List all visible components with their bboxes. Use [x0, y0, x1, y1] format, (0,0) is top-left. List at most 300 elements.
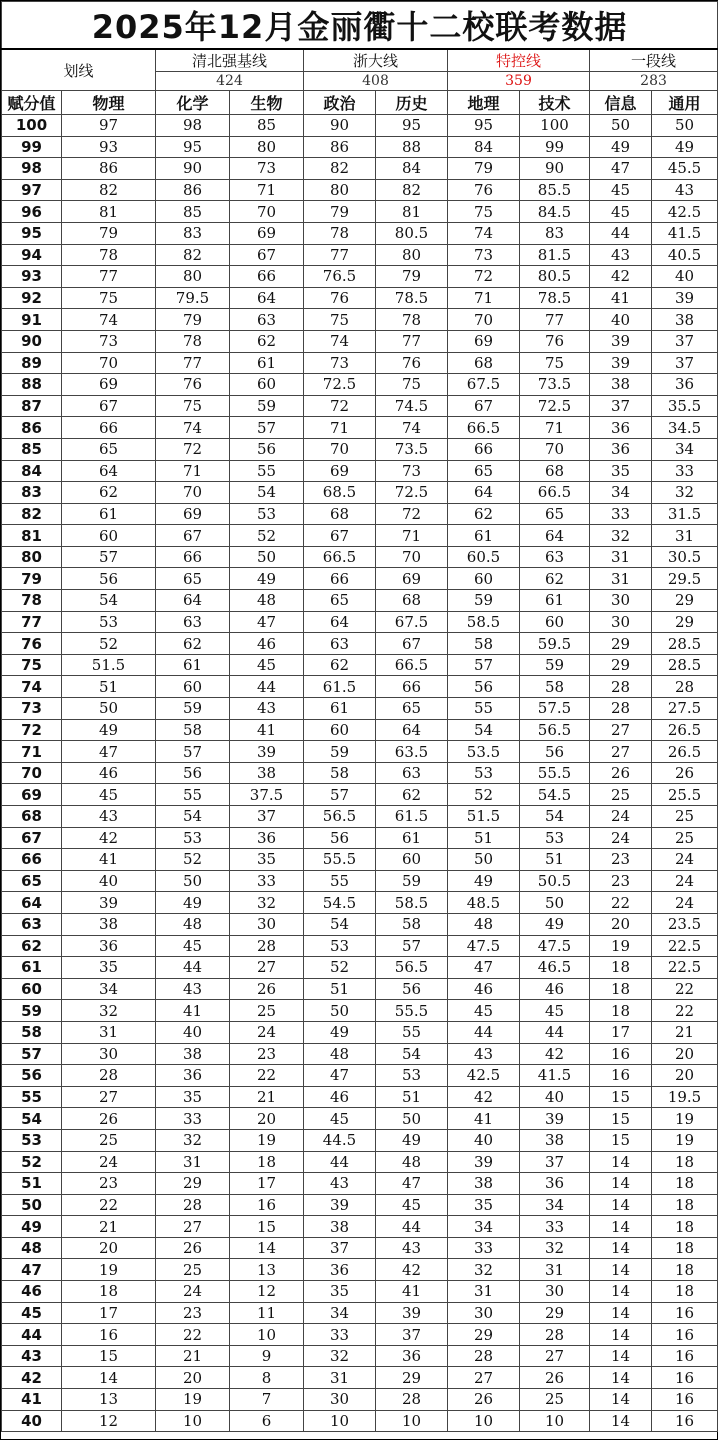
table-cell: 60.5: [448, 546, 520, 568]
table-cell: 79: [62, 222, 156, 244]
table-cell: 60: [304, 719, 376, 741]
table-row: [2, 482, 718, 504]
table-row: [2, 136, 718, 158]
table-cell: 24: [652, 849, 718, 871]
table-cell: 44: [156, 957, 230, 979]
table-row: [2, 849, 718, 871]
table-cell: 81: [62, 201, 156, 223]
table-cell: 35: [230, 849, 304, 871]
table-cell: 60: [376, 849, 448, 871]
table-cell: 79.5: [156, 287, 230, 309]
table-row: [2, 1410, 718, 1432]
table-row: [2, 978, 718, 1000]
table-cell: 77: [520, 309, 590, 331]
table-row: [2, 676, 718, 698]
score-level-cell: 55: [2, 1086, 62, 1108]
table-cell: 53: [448, 762, 520, 784]
score-level-cell: 88: [2, 374, 62, 396]
table-cell: 67: [230, 244, 304, 266]
table-cell: 21: [156, 1345, 230, 1367]
table-cell: 45: [520, 1000, 590, 1022]
table-cell: 59: [156, 698, 230, 720]
table-cell: 49: [230, 568, 304, 590]
table-cell: 78: [376, 309, 448, 331]
table-cell: 22: [156, 1324, 230, 1346]
table-cell: 10: [304, 1410, 376, 1432]
table-cell: 70: [304, 438, 376, 460]
table-cell: 44: [376, 1216, 448, 1238]
table-cell: 38: [304, 1216, 376, 1238]
table-cell: 54: [304, 913, 376, 935]
table-cell: 81.5: [520, 244, 590, 266]
table-cell: 49: [62, 719, 156, 741]
table-cell: 14: [590, 1389, 652, 1411]
score-level-cell: 84: [2, 460, 62, 482]
table-cell: 18: [652, 1194, 718, 1216]
table-row: [2, 870, 718, 892]
table-cell: 27: [590, 719, 652, 741]
table-cell: 32: [652, 482, 718, 504]
table-cell: 73: [376, 460, 448, 482]
table-cell: 47: [230, 611, 304, 633]
table-cell: 48: [156, 913, 230, 935]
table-cell: 17: [590, 1021, 652, 1043]
column-header: 信息: [590, 91, 652, 115]
table-cell: 66: [156, 546, 230, 568]
table-cell: 45: [230, 654, 304, 676]
table-cell: 65: [376, 698, 448, 720]
score-table: [1, 1, 718, 1432]
table-cell: 14: [230, 1237, 304, 1259]
table-cell: 71: [520, 417, 590, 439]
table-cell: 28: [62, 1065, 156, 1087]
score-level-cell: 80: [2, 546, 62, 568]
table-cell: 46: [520, 978, 590, 1000]
table-row: [2, 892, 718, 914]
table-cell: 77: [304, 244, 376, 266]
table-cell: 14: [590, 1345, 652, 1367]
table-cell: 14: [590, 1173, 652, 1195]
table-cell: 43: [304, 1173, 376, 1195]
cut-line-name: 一段线: [590, 49, 718, 72]
table-cell: 58: [156, 719, 230, 741]
table-cell: 76: [156, 374, 230, 396]
table-cell: 51.5: [62, 654, 156, 676]
table-cell: 90: [156, 158, 230, 180]
table-cell: 66: [304, 568, 376, 590]
table-cell: 36: [62, 935, 156, 957]
table-cell: 42.5: [652, 201, 718, 223]
table-cell: 78: [304, 222, 376, 244]
score-level-cell: 87: [2, 395, 62, 417]
score-level-cell: 56: [2, 1065, 62, 1087]
table-cell: 24: [652, 892, 718, 914]
table-cell: 66.5: [520, 482, 590, 504]
table-cell: 54: [376, 1043, 448, 1065]
table-cell: 48: [230, 590, 304, 612]
score-level-cell: 49: [2, 1216, 62, 1238]
table-cell: 16: [652, 1367, 718, 1389]
table-cell: 31: [590, 568, 652, 590]
table-cell: 98: [156, 115, 230, 137]
score-level-cell: 95: [2, 222, 62, 244]
score-level-cell: 48: [2, 1237, 62, 1259]
table-cell: 10: [156, 1410, 230, 1432]
table-cell: 30: [590, 590, 652, 612]
table-cell: 52: [304, 957, 376, 979]
table-cell: 83: [156, 222, 230, 244]
column-header: 化学: [156, 91, 230, 115]
table-cell: 66: [230, 266, 304, 288]
table-cell: 76: [448, 179, 520, 201]
table-cell: 73: [304, 352, 376, 374]
table-cell: 31: [156, 1151, 230, 1173]
score-level-cell: 83: [2, 482, 62, 504]
table-row: [2, 741, 718, 763]
table-cell: 49: [304, 1021, 376, 1043]
table-cell: 22: [652, 978, 718, 1000]
table-cell: 12: [62, 1410, 156, 1432]
table-cell: 20: [62, 1237, 156, 1259]
table-cell: 19: [156, 1389, 230, 1411]
table-cell: 54.5: [304, 892, 376, 914]
score-level-cell: 50: [2, 1194, 62, 1216]
table-cell: 61.5: [376, 806, 448, 828]
table-cell: 25.5: [652, 784, 718, 806]
table-cell: 45: [448, 1000, 520, 1022]
table-cell: 95: [448, 115, 520, 137]
table-cell: 48: [304, 1043, 376, 1065]
score-level-cell: 51: [2, 1173, 62, 1195]
table-cell: 55.5: [520, 762, 590, 784]
cut-line-score: 359: [448, 72, 590, 91]
score-level-cell: 93: [2, 266, 62, 288]
table-cell: 31: [652, 525, 718, 547]
table-cell: 76.5: [304, 266, 376, 288]
table-cell: 14: [590, 1194, 652, 1216]
table-cell: 61: [230, 352, 304, 374]
table-cell: 62: [448, 503, 520, 525]
table-cell: 41: [62, 849, 156, 871]
table-cell: 32: [590, 525, 652, 547]
table-cell: 19.5: [652, 1086, 718, 1108]
table-cell: 24: [590, 806, 652, 828]
table-row: [2, 1324, 718, 1346]
table-cell: 51: [62, 676, 156, 698]
table-cell: 25: [62, 1129, 156, 1151]
table-cell: 64: [230, 287, 304, 309]
table-cell: 27: [520, 1345, 590, 1367]
table-cell: 76: [520, 330, 590, 352]
score-level-cell: 46: [2, 1281, 62, 1303]
table-cell: 9: [230, 1345, 304, 1367]
table-row: [2, 913, 718, 935]
table-row: [2, 1065, 718, 1087]
table-cell: 31.5: [652, 503, 718, 525]
table-cell: 55.5: [376, 1000, 448, 1022]
table-cell: 30: [520, 1281, 590, 1303]
table-cell: 42: [62, 827, 156, 849]
table-cell: 84: [376, 158, 448, 180]
table-cell: 17: [230, 1173, 304, 1195]
table-row: [2, 698, 718, 720]
table-cell: 35: [62, 957, 156, 979]
table-cell: 51: [376, 1086, 448, 1108]
table-cell: 55: [230, 460, 304, 482]
table-cell: 36: [304, 1259, 376, 1281]
table-cell: 50: [652, 115, 718, 137]
table-cell: 72: [448, 266, 520, 288]
table-cell: 29: [156, 1173, 230, 1195]
table-row: [2, 503, 718, 525]
table-row: [2, 1259, 718, 1281]
table-cell: 78: [62, 244, 156, 266]
table-cell: 86: [304, 136, 376, 158]
table-cell: 19: [652, 1129, 718, 1151]
score-level-cell: 75: [2, 654, 62, 676]
table-cell: 21: [230, 1086, 304, 1108]
table-cell: 38: [448, 1173, 520, 1195]
table-cell: 71: [304, 417, 376, 439]
table-cell: 47: [304, 1065, 376, 1087]
table-cell: 82: [156, 244, 230, 266]
table-cell: 40.5: [652, 244, 718, 266]
table-cell: 68.5: [304, 482, 376, 504]
table-cell: 29: [652, 590, 718, 612]
table-row: [2, 654, 718, 676]
table-cell: 66: [62, 417, 156, 439]
table-cell: 28: [230, 935, 304, 957]
table-cell: 8: [230, 1367, 304, 1389]
table-cell: 37: [376, 1324, 448, 1346]
score-level-cell: 52: [2, 1151, 62, 1173]
table-cell: 29: [448, 1324, 520, 1346]
table-cell: 26: [230, 978, 304, 1000]
table-cell: 39: [590, 352, 652, 374]
table-cell: 13: [230, 1259, 304, 1281]
table-cell: 59: [448, 590, 520, 612]
table-cell: 24: [62, 1151, 156, 1173]
table-cell: 32: [520, 1237, 590, 1259]
table-cell: 47: [376, 1173, 448, 1195]
table-cell: 51.5: [448, 806, 520, 828]
table-cell: 24: [230, 1021, 304, 1043]
table-cell: 20: [156, 1367, 230, 1389]
table-cell: 54: [520, 806, 590, 828]
table-row: [2, 1021, 718, 1043]
table-cell: 18: [652, 1281, 718, 1303]
table-cell: 29: [590, 633, 652, 655]
table-row: [2, 266, 718, 288]
table-cell: 21: [652, 1021, 718, 1043]
table-cell: 90: [304, 115, 376, 137]
table-cell: 64: [62, 460, 156, 482]
table-cell: 36: [590, 438, 652, 460]
table-row: [2, 1043, 718, 1065]
table-cell: 19: [652, 1108, 718, 1130]
table-cell: 57: [156, 741, 230, 763]
table-cell: 30: [230, 913, 304, 935]
table-cell: 38: [652, 309, 718, 331]
table-cell: 41: [230, 719, 304, 741]
table-cell: 28: [590, 676, 652, 698]
table-cell: 62: [376, 784, 448, 806]
table-row: [2, 1151, 718, 1173]
table-cell: 80: [304, 179, 376, 201]
table-row: [2, 1194, 718, 1216]
table-cell: 26.5: [652, 719, 718, 741]
column-header: 物理: [62, 91, 156, 115]
table-cell: 54.5: [520, 784, 590, 806]
table-row: [2, 525, 718, 547]
table-cell: 33: [304, 1324, 376, 1346]
table-cell: 28: [590, 698, 652, 720]
table-cell: 79: [448, 158, 520, 180]
table-cell: 52: [62, 633, 156, 655]
table-cell: 42: [520, 1043, 590, 1065]
table-cell: 23: [590, 849, 652, 871]
cut-line-name: 清北强基线: [156, 49, 304, 72]
table-cell: 74: [376, 417, 448, 439]
table-cell: 70: [520, 438, 590, 460]
table-cell: 60: [156, 676, 230, 698]
column-header-row: [2, 91, 718, 115]
table-cell: 35: [304, 1281, 376, 1303]
table-cell: 50: [62, 698, 156, 720]
score-level-cell: 78: [2, 590, 62, 612]
table-cell: 46.5: [520, 957, 590, 979]
table-cell: 49: [376, 1129, 448, 1151]
table-cell: 33: [520, 1216, 590, 1238]
table-cell: 56.5: [376, 957, 448, 979]
table-cell: 31: [62, 1021, 156, 1043]
table-cell: 55: [304, 870, 376, 892]
table-cell: 66.5: [448, 417, 520, 439]
table-cell: 25: [590, 784, 652, 806]
table-cell: 14: [590, 1324, 652, 1346]
table-cell: 69: [62, 374, 156, 396]
table-cell: 83: [520, 222, 590, 244]
cut-line-score: 424: [156, 72, 304, 91]
table-cell: 49: [448, 870, 520, 892]
table-cell: 80: [156, 266, 230, 288]
table-cell: 37: [230, 806, 304, 828]
table-cell: 95: [156, 136, 230, 158]
table-cell: 57: [304, 784, 376, 806]
table-cell: 57: [230, 417, 304, 439]
table-cell: 27: [62, 1086, 156, 1108]
table-cell: 16: [652, 1302, 718, 1324]
score-level-cell: 45: [2, 1302, 62, 1324]
cut-line-score: 283: [590, 72, 718, 91]
table-row: [2, 784, 718, 806]
table-cell: 61: [520, 590, 590, 612]
score-level-cell: 61: [2, 957, 62, 979]
table-cell: 26: [652, 762, 718, 784]
table-cell: 24: [156, 1281, 230, 1303]
table-cell: 63: [304, 633, 376, 655]
table-cell: 41: [376, 1281, 448, 1303]
table-cell: 46: [230, 633, 304, 655]
table-cell: 58: [304, 762, 376, 784]
table-cell: 14: [590, 1281, 652, 1303]
score-level-cell: 59: [2, 1000, 62, 1022]
table-cell: 53.5: [448, 741, 520, 763]
table-row: [2, 1389, 718, 1411]
table-cell: 72.5: [376, 482, 448, 504]
table-cell: 24: [652, 870, 718, 892]
table-cell: 46: [304, 1086, 376, 1108]
table-row: [2, 201, 718, 223]
table-row: [2, 957, 718, 979]
table-cell: 44: [230, 676, 304, 698]
table-cell: 34.5: [652, 417, 718, 439]
table-cell: 16: [62, 1324, 156, 1346]
cut-line-name: 浙大线: [304, 49, 448, 72]
table-cell: 69: [304, 460, 376, 482]
table-cell: 40: [156, 1021, 230, 1043]
score-level-cell: 85: [2, 438, 62, 460]
table-cell: 31: [590, 546, 652, 568]
cut-line-label: 划线: [2, 49, 156, 91]
table-cell: 23: [230, 1043, 304, 1065]
column-header: 历史: [376, 91, 448, 115]
table-cell: 20: [652, 1065, 718, 1087]
table-cell: 67: [376, 633, 448, 655]
table-cell: 39: [520, 1108, 590, 1130]
table-cell: 64: [448, 482, 520, 504]
table-cell: 53: [62, 611, 156, 633]
table-cell: 36: [230, 827, 304, 849]
table-cell: 15: [62, 1345, 156, 1367]
score-level-cell: 53: [2, 1129, 62, 1151]
table-cell: 60: [62, 525, 156, 547]
table-cell: 71: [376, 525, 448, 547]
table-cell: 36: [652, 374, 718, 396]
table-cell: 15: [230, 1216, 304, 1238]
table-cell: 18: [590, 957, 652, 979]
table-cell: 61.5: [304, 676, 376, 698]
table-cell: 51: [520, 849, 590, 871]
table-cell: 38: [520, 1129, 590, 1151]
table-cell: 71: [230, 179, 304, 201]
table-cell: 42: [376, 1259, 448, 1281]
table-cell: 45: [376, 1194, 448, 1216]
table-cell: 61: [376, 827, 448, 849]
table-row: [2, 1281, 718, 1303]
table-cell: 35: [448, 1194, 520, 1216]
table-cell: 36: [520, 1173, 590, 1195]
table-cell: 44: [304, 1151, 376, 1173]
table-cell: 58.5: [376, 892, 448, 914]
table-cell: 23.5: [652, 913, 718, 935]
table-cell: 18: [230, 1151, 304, 1173]
table-cell: 66: [448, 438, 520, 460]
table-cell: 85.5: [520, 179, 590, 201]
table-cell: 70: [62, 352, 156, 374]
table-cell: 79: [376, 266, 448, 288]
table-cell: 65: [448, 460, 520, 482]
table-cell: 28.5: [652, 633, 718, 655]
table-row: [2, 1367, 718, 1389]
table-cell: 75: [304, 309, 376, 331]
table-cell: 63: [156, 611, 230, 633]
table-cell: 73.5: [520, 374, 590, 396]
score-level-cell: 66: [2, 849, 62, 871]
table-cell: 62: [230, 330, 304, 352]
score-level-cell: 65: [2, 870, 62, 892]
table-cell: 45: [590, 179, 652, 201]
